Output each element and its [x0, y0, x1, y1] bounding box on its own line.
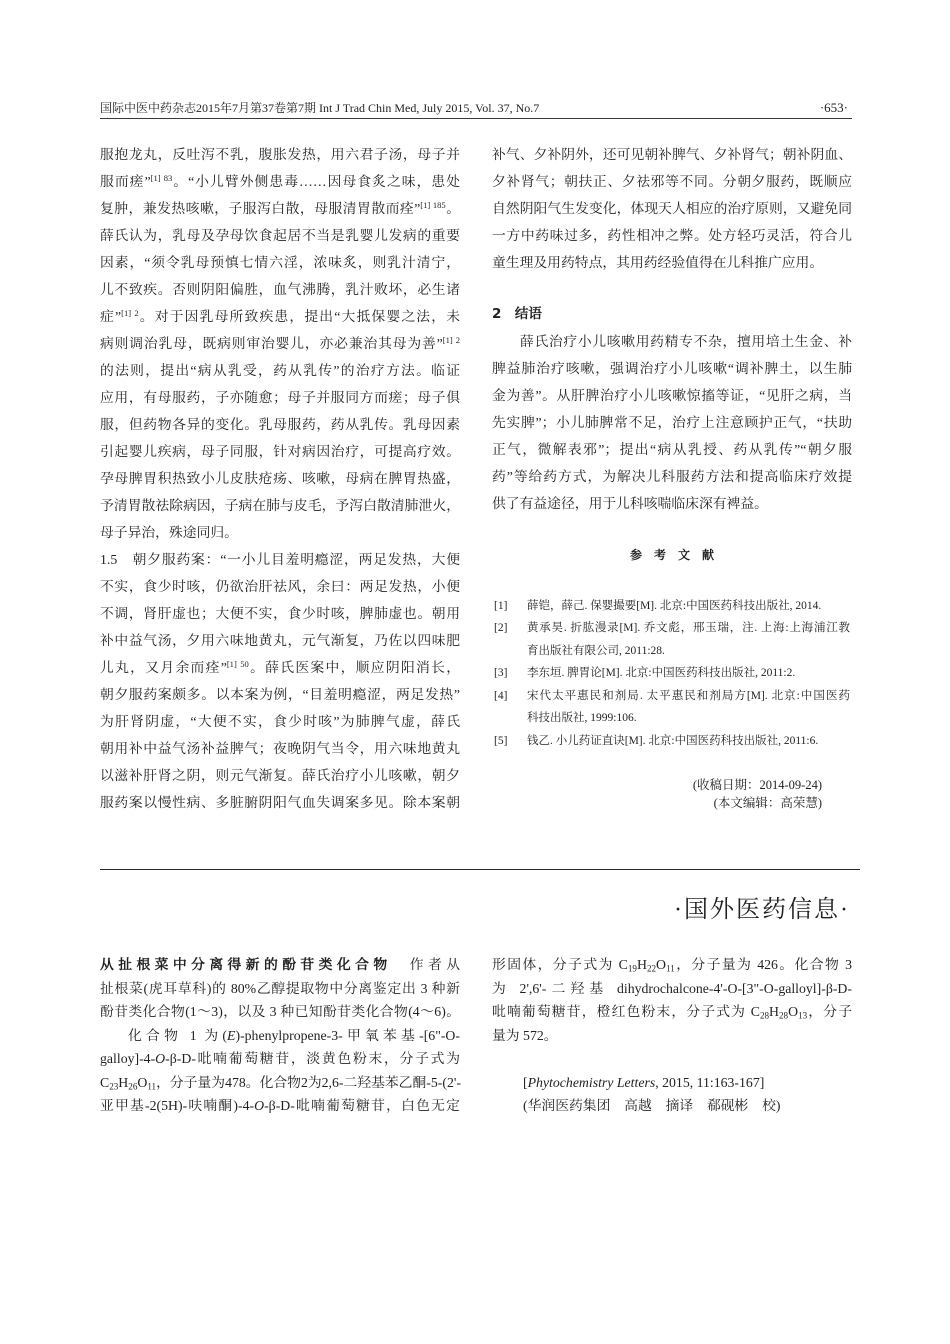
- reference-body: [527, 685, 850, 730]
- received-date: (收稿日期：2014-09-24): [692, 777, 822, 792]
- italic-text: O: [254, 1098, 265, 1113]
- reference-item: [494, 730, 852, 753]
- text-line: 童生理及用药特点，其用药经验值得在儿科推广应用。: [492, 255, 824, 270]
- text-line: 供了有益途径，用于儿科咳喘临床深有裨益。: [492, 496, 768, 511]
- reference-body: [527, 730, 850, 753]
- text-line: 因素，“须令乳母预慎七情六淫，浓味炙，则乳汁清宁，: [100, 255, 460, 270]
- text-line: 酚苷类化合物(1～3)，以及 3 种已知酚苷类化合物(4～6)。: [100, 1004, 460, 1019]
- text-line: 形固体，分子式为 $C_{19}H_{22}O_{11}$，分子量为 426。化合物 3: [492, 957, 852, 974]
- reference-number: [2]: [494, 622, 508, 634]
- text-line: 不实，食少时咳，仍欲治肝祛风，余曰：两足发热，小便: [100, 579, 460, 594]
- text-line: 正气，微解表邪”；提出“病从乳授、药从乳传”“朝夕服: [492, 442, 852, 457]
- formula-subscript: 28: [759, 1010, 770, 1021]
- text-line: 薛氏治疗小儿咳嗽用药精专不杂，擅用培土生金、补: [520, 334, 852, 349]
- reference-text-line: 宋代太平惠民和剂局. 太平惠民和剂局方[M]. 北京:中国医药: [527, 689, 850, 702]
- text-line: 症”$^{[1] 2}$。对于因乳母所致疾患，提出“大抵保婴之法，未: [100, 307, 461, 324]
- text-line: 服抱龙丸，反吐泻不乳，腹胀发热，用六君子汤，母子并: [100, 147, 460, 162]
- formula-subscript: 28: [779, 1010, 789, 1021]
- text-line: 一方中药味过多，药性相冲之弊。处方轻巧灵活，符合儿: [492, 228, 852, 243]
- reference-number: [3]: [494, 667, 508, 679]
- text-line: 的法则，提出“病从乳受，药从乳传”的治疗方法。临证: [100, 363, 460, 378]
- paragraph-gap: [492, 1047, 852, 1071]
- article-metadata: [492, 776, 852, 812]
- subsection-line: 1.5 朝夕服药案：“一小儿目羞明瘾涩，两足发热，大便: [100, 552, 460, 567]
- reference-body: [527, 662, 850, 685]
- text-line: 量为 572。: [492, 1027, 558, 1043]
- news-section-title: ·国外医药信息·: [674, 897, 850, 923]
- text-line: 儿不致疾。否则阴阳偏胜，血气沸腾，乳汁败坏，必生诸: [100, 282, 460, 297]
- citation-superscript: [1] 185: [420, 199, 446, 210]
- formula-subscript: 26: [128, 1081, 138, 1092]
- page-number: ·653·: [819, 100, 848, 115]
- text-line: 复肿，兼发热咳嗽，子服泻白散，母服清胃散而痊”$^{[1] 185}$。: [100, 199, 460, 216]
- text-line: galloy]-4-O-β-D-吡喃葡萄糖苷，淡黄色粉末，分子式为: [100, 1051, 460, 1066]
- citation-superscript: [1] 50: [226, 658, 249, 669]
- reference-item: [494, 595, 852, 618]
- text-line: 自然阴阳气生发变化，体现天人相应的治疗原则，又避免同: [492, 201, 852, 216]
- references-heading: 参 考 文 献: [629, 548, 714, 562]
- paragraph-gap: [492, 276, 852, 301]
- reference-list: [492, 595, 852, 753]
- news-title-line: 从扯根菜中分离得新的酚苷类化合物 作者从: [100, 957, 461, 973]
- reference-body: [527, 617, 850, 662]
- article-right-column: [492, 141, 852, 812]
- text-line: 化合物 1 为(E)-phenylpropene-3-甲氧苯基-[6"-O-: [128, 1027, 460, 1043]
- text-line: 儿丸，又月余而痊”$^{[1] 50}$。薛氏医案中，顺应阴阳消长，: [100, 658, 461, 675]
- text-line: 先实脾”；小儿肺脾常不足，治疗上注意顾护正气，“扶助: [492, 415, 852, 430]
- reference-item: [494, 685, 852, 730]
- text-line: 扯根菜(虎耳草科)的 80%乙醇提取物中分离鉴定出 3 种新: [100, 980, 460, 996]
- text-line: 服药案以慢性病、多脏腑阴阳气血失调案多见。除本案朝: [100, 795, 460, 810]
- text-line: 予清胃散祛除病因，子病在肺与皮毛，予泻白散清肺泄火，: [100, 498, 460, 513]
- editor-credit: (本文编辑：高荣慧): [713, 795, 822, 810]
- text-line: 补中益气汤，夕用六味地黄丸，元气渐复，乃佐以四味肥: [100, 633, 460, 648]
- text-line: 服而瘥”$^{[1] 83}$。“小儿臂外侧患毒……因母食炙之味，患处: [100, 172, 461, 189]
- text-line: $C_{23}H_{26}O_{11}$，分子量为478。化合物2为2,6-二羟基苯乙酮-5-(2'-: [100, 1074, 461, 1092]
- italic-text: Phytochemistry Letters: [527, 1074, 656, 1090]
- citation-superscript: [1] 2: [442, 334, 460, 345]
- text-line: 不调，肾肝虚也；大便不实，食少时咳，脾肺虚也。朝用: [100, 606, 460, 621]
- text-line: 为 2',6'-二羟基 dihydrochalcone-4'-O-[3"-O-galloyl]-β-D-: [492, 980, 852, 996]
- reference-body: [527, 595, 850, 618]
- article-left-column: [100, 141, 460, 816]
- citation-superscript: [1] 2: [121, 307, 139, 318]
- reference-number: [1]: [494, 599, 508, 612]
- reference-text-line: 李东垣. 脾胃论[M]. 北京:中国医药科技出版社, 2011:2.: [527, 667, 796, 679]
- citation-superscript: [1] 83: [150, 172, 173, 183]
- source-citation: [Phytochemistry Letters, 2015, 11:163-167]: [523, 1074, 765, 1090]
- reference-item: [494, 662, 852, 685]
- news-right-column: [492, 953, 852, 1118]
- formula-subscript: 23: [109, 1081, 119, 1092]
- italic-text: O: [155, 1051, 166, 1066]
- text-line: 补气、夕补阴外，还可见朝补脾气、夕补肾气；朝补阴血、: [492, 147, 852, 162]
- formula-subscript: 19: [627, 963, 637, 974]
- italic-text: E: [227, 1027, 236, 1043]
- text-line: 为肝肾阴虚，“大便不实，食少时咳”为肺脾气虚，薛氏: [100, 714, 460, 729]
- text-line: 病则调治乳母，既病则审治婴儿，亦必兼治其母为善”$^{[1] 2}$: [100, 334, 460, 351]
- bold-title-text: 从扯根菜中分离得新的酚苷类化合物: [100, 957, 392, 973]
- running-header: [100, 98, 852, 119]
- text-line: 脾益肺治疗咳嗽，强调治疗小儿咳嗽“调补脾土，以生肺: [492, 361, 852, 376]
- reference-text-line: 科技出版社, 1999:106.: [527, 712, 637, 724]
- text-line: 药”等给药方式，为解决儿科服药方法和提高临床疗效提: [492, 469, 852, 484]
- reference-text-line: 钱乙. 小儿药证直诀[M]. 北京:中国医药科技出版社, 2011:6.: [527, 734, 819, 747]
- text-line: 应用，有母服药，子亦随愈；母子并服同方而瘥；母子俱: [100, 390, 460, 405]
- text-line: 夕补肾气；朝扶正、夕祛邪等不同。分朝夕服药，既顺应: [492, 174, 852, 189]
- reference-number: [4]: [494, 689, 508, 702]
- formula-subscript: 22: [646, 963, 657, 974]
- text-line: 朝夕服药案颇多。以本案为例，“目羞明瘾涩，两足发热”: [100, 687, 460, 702]
- reference-number: [5]: [494, 734, 508, 747]
- formula-subscript: 11: [666, 963, 675, 974]
- translator-credits: (华润医药集团 高越 摘译 郗砚彬 校): [523, 1098, 781, 1113]
- text-line: 引起婴儿疾病，母子同服，针对病因治疗，可提高疗效。: [100, 444, 460, 459]
- text-line: 金为善”。从肝脾治疗小儿咳嗽惊搐等证，“见肝之病，当: [492, 388, 852, 403]
- reference-text-line: 育出版社有限公司, 2011:28.: [527, 644, 665, 657]
- journal-citation-header: 国际中医中药杂志2015年7月第37卷第7期 Int J Trad Chin Med, July 2015, Vol. 37, No.7: [100, 101, 540, 115]
- news-left-column: [100, 953, 460, 1118]
- text-line: 吡喃葡萄糖苷，橙红色粉末，分子式为 $C_{28}H_{28}O_{13}$，分子: [492, 1004, 853, 1021]
- section-divider-rule: [100, 869, 860, 870]
- formula-subscript: 13: [798, 1010, 808, 1021]
- reference-item: [494, 617, 852, 662]
- text-line: 以滋补肝肾之阴，则元气渐复。薛氏治疗小儿咳嗽，朝夕: [100, 768, 460, 783]
- text-line: 薛氏认为，乳母及孕母饮食起居不当是乳婴儿发病的重要: [100, 228, 460, 243]
- formula-subscript: 11: [147, 1081, 157, 1092]
- reference-text-line: 薛铠，薛己. 保婴撮要[M]. 北京:中国医药科技出版社, 2014.: [527, 599, 822, 612]
- text-line: 母子异治，殊途同归。: [100, 525, 238, 540]
- reference-text-line: 黄承昊. 折肱漫录[M]. 乔文彪，邢玉瑞，注. 上海:上海浦江教: [527, 622, 850, 634]
- text-line: 服，但药物各异的变化。乳母服药，药从乳传。乳母因素: [100, 417, 460, 432]
- text-line: 孕母脾胃积热致小儿皮肤疮疡、咳嗽，母病在脾胃热盛，: [100, 471, 460, 486]
- text-line: 朝用补中益气汤补益脾气；夜晚阴气当令，用六味地黄丸: [100, 741, 460, 756]
- section-heading: 2 结语: [492, 306, 542, 322]
- text-line: 亚甲基-2(5H)-呋喃酮)-4-O-β-D-吡喃葡萄糖苷，白色无定: [100, 1098, 460, 1113]
